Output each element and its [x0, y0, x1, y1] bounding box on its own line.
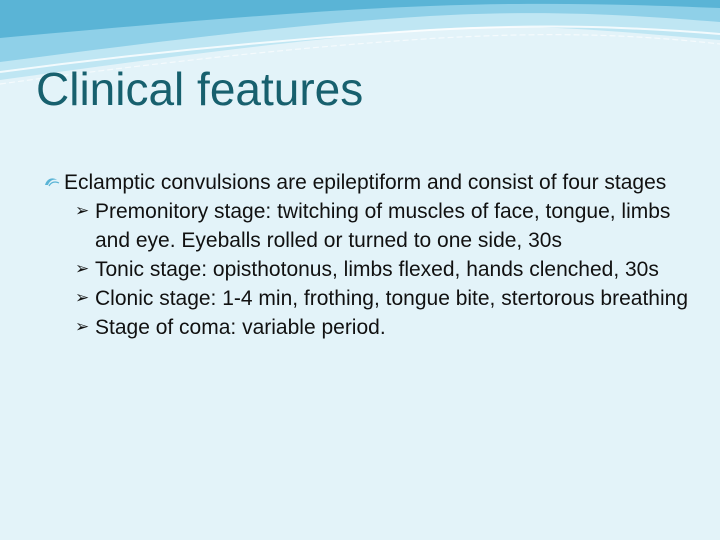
- list-item: [44, 197, 694, 255]
- main-bullet: [44, 168, 694, 197]
- list-item-text: Premonitory stage: twitching of muscles of face, tongue, limbs and eye. Eyeballs rolled or turned to one side, 30s: [95, 200, 671, 252]
- arrow-bullet-icon: ➢: [75, 317, 90, 337]
- list-item: [44, 313, 694, 342]
- arrow-bullet-icon: ➢: [75, 259, 90, 279]
- list-item-text: Stage of coma: variable period.: [95, 316, 386, 339]
- list-item-text: Clonic stage: 1-4 min, frothing, tongue bite, stertorous breathing: [95, 287, 689, 310]
- list-item-text: Tonic stage: opisthotonus, limbs flexed, hands clenched, 30s: [95, 258, 659, 281]
- list-item: [44, 255, 694, 284]
- arrow-bullet-icon: ➢: [75, 201, 90, 221]
- sub-bullet-list: [44, 197, 694, 342]
- slide-body: [44, 168, 694, 342]
- list-item: [44, 284, 694, 313]
- arrow-bullet-icon: ➢: [75, 288, 90, 308]
- swirl-bullet-icon: [44, 176, 60, 188]
- main-bullet-text: Eclamptic convulsions are epileptiform and consist of four stages: [64, 171, 667, 194]
- slide-title: Clinical features: [36, 63, 364, 115]
